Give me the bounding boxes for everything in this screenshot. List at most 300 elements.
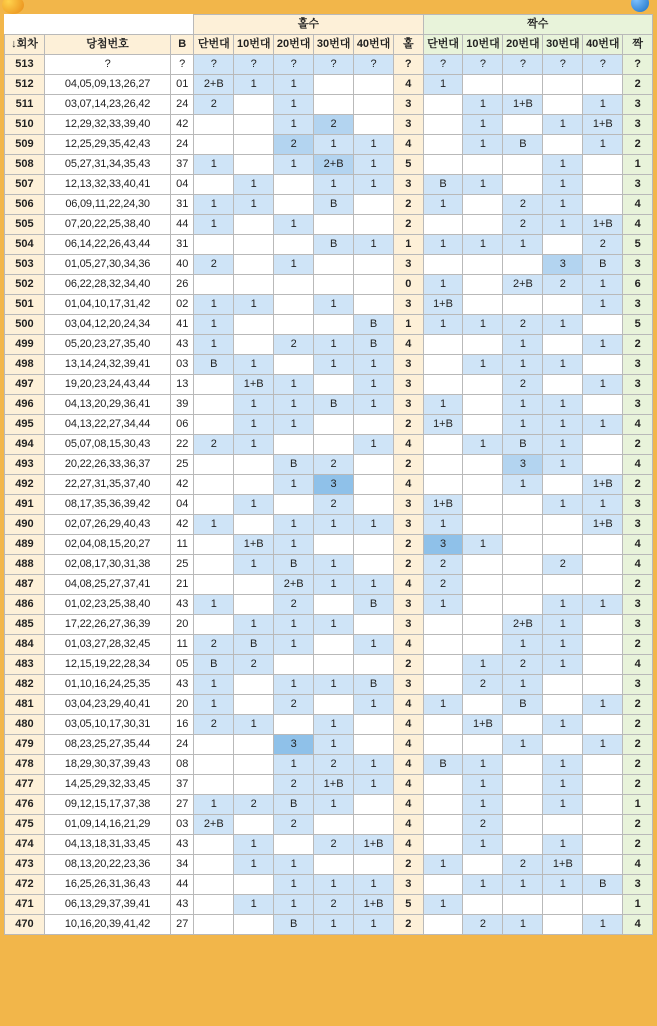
odd-range-cell-0	[194, 455, 234, 475]
even-range-cell-4	[583, 535, 623, 555]
odd-range-cell-4	[354, 715, 394, 735]
odd-range-cell-0	[194, 915, 234, 935]
round-cell[interactable]: 474	[5, 835, 45, 855]
odd-range-cell-4	[354, 215, 394, 235]
odd-range-cell-1	[234, 775, 274, 795]
round-cell[interactable]: 489	[5, 535, 45, 555]
odd-range-cell-0: 1	[194, 675, 234, 695]
odd-range-cell-2: 1	[274, 755, 314, 775]
even-range-cell-2	[503, 835, 543, 855]
table-row[interactable]	[5, 535, 653, 555]
even-range-cell-2: B	[503, 435, 543, 455]
table-row[interactable]	[5, 555, 653, 575]
odd-total-cell: 3	[394, 875, 423, 895]
odd-range-cell-4: B	[354, 675, 394, 695]
even-range-cell-0: B	[423, 755, 463, 775]
round-cell[interactable]: 494	[5, 435, 45, 455]
bonus-cell: 39	[171, 395, 194, 415]
odd-range-cell-4	[354, 535, 394, 555]
even-total-cell: 3	[623, 115, 653, 135]
bonus-cell: 11	[171, 535, 194, 555]
odd-range-cell-0	[194, 475, 234, 495]
even-range-cell-3: 1	[543, 415, 583, 435]
table-row[interactable]	[5, 655, 653, 675]
round-cell[interactable]: 479	[5, 735, 45, 755]
odd-range-cell-1	[234, 475, 274, 495]
table-row[interactable]	[5, 315, 653, 335]
even-range-cell-1	[463, 855, 503, 875]
even-range-cell-4: 1	[583, 295, 623, 315]
odd-total-cell: 4	[394, 815, 423, 835]
winning-numbers-cell: 22,27,31,35,37,40	[44, 475, 170, 495]
even-range-cell-3	[543, 295, 583, 315]
even-range-cell-4: 1	[583, 735, 623, 755]
round-cell[interactable]: 510	[5, 115, 45, 135]
odd-range-cell-1: 1	[234, 415, 274, 435]
col-round[interactable]: ↓회차	[5, 35, 45, 55]
even-total-cell: 3	[623, 175, 653, 195]
even-range-cell-0: 1	[423, 895, 463, 915]
odd-range-cell-2	[274, 175, 314, 195]
even-range-cell-3	[543, 95, 583, 115]
odd-range-cell-1	[234, 815, 274, 835]
odd-range-cell-2: 1	[274, 475, 314, 495]
odd-range-cell-0: B	[194, 355, 234, 375]
round-cell[interactable]: 502	[5, 275, 45, 295]
even-range-cell-1: 1	[463, 795, 503, 815]
odd-total-cell: 2	[394, 415, 423, 435]
round-cell[interactable]: 484	[5, 635, 45, 655]
round-cell[interactable]: 472	[5, 875, 45, 895]
round-cell[interactable]: 482	[5, 675, 45, 695]
round-cell[interactable]: 503	[5, 255, 45, 275]
table-row[interactable]	[5, 775, 653, 795]
even-range-cell-3: 1	[543, 715, 583, 735]
even-range-cell-4	[583, 395, 623, 415]
winning-numbers-cell: 06,14,22,26,43,44	[44, 235, 170, 255]
even-range-cell-2: B	[503, 695, 543, 715]
bonus-cell: 43	[171, 675, 194, 695]
odd-total-cell: 2	[394, 855, 423, 875]
even-range-cell-2	[503, 115, 543, 135]
table-row[interactable]	[5, 855, 653, 875]
odd-range-cell-3: 1	[314, 355, 354, 375]
round-cell[interactable]: 477	[5, 775, 45, 795]
even-range-cell-4: 2	[583, 235, 623, 255]
table-row[interactable]	[5, 715, 653, 735]
table-row[interactable]	[5, 115, 653, 135]
odd-range-cell-2: 2	[274, 595, 314, 615]
even-range-cell-2: 3	[503, 455, 543, 475]
odd-range-cell-3: 1	[314, 795, 354, 815]
table-row[interactable]	[5, 55, 653, 75]
odd-range-cell-3	[314, 315, 354, 335]
odd-range-cell-0	[194, 555, 234, 575]
even-total-cell: 3	[623, 875, 653, 895]
round-cell[interactable]: 475	[5, 815, 45, 835]
bonus-cell: 34	[171, 855, 194, 875]
odd-range-cell-0: 1	[194, 335, 234, 355]
round-cell[interactable]: 495	[5, 415, 45, 435]
table-row[interactable]	[5, 335, 653, 355]
odd-total-cell: 2	[394, 555, 423, 575]
even-range-cell-0: 2	[423, 555, 463, 575]
even-range-cell-4	[583, 855, 623, 875]
info-icon[interactable]	[631, 0, 649, 12]
even-range-cell-0: 1	[423, 515, 463, 535]
table-row[interactable]	[5, 895, 653, 915]
table-row[interactable]	[5, 75, 653, 95]
odd-range-cell-2: 1	[274, 615, 314, 635]
table-row[interactable]	[5, 495, 653, 515]
bonus-cell: 44	[171, 215, 194, 235]
bonus-cell: 22	[171, 435, 194, 455]
odd-range-cell-4: 1	[354, 395, 394, 415]
col-numbers[interactable]: 당첨번호	[44, 35, 170, 55]
bonus-cell: 40	[171, 255, 194, 275]
odd-total-cell: 5	[394, 155, 423, 175]
even-range-cell-4	[583, 355, 623, 375]
bonus-cell: 44	[171, 875, 194, 895]
winning-numbers-cell: 04,08,25,27,37,41	[44, 575, 170, 595]
even-range-cell-3: 2	[543, 555, 583, 575]
even-total-cell: 3	[623, 595, 653, 615]
even-range-cell-0	[423, 655, 463, 675]
odd-range-cell-3: 1	[314, 675, 354, 695]
round-cell[interactable]: 501	[5, 295, 45, 315]
even-range-cell-3: 1	[543, 595, 583, 615]
winning-numbers-cell: 04,13,18,31,33,45	[44, 835, 170, 855]
even-range-cell-3	[543, 815, 583, 835]
even-range-cell-0	[423, 875, 463, 895]
table-row[interactable]	[5, 215, 653, 235]
odd-range-cell-3: ?	[314, 55, 354, 75]
even-range-cell-3: ?	[543, 55, 583, 75]
odd-range-cell-4: ?	[354, 55, 394, 75]
odd-range-cell-1: 2	[234, 655, 274, 675]
winning-numbers-cell: 08,17,35,36,39,42	[44, 495, 170, 515]
even-total-cell: 2	[623, 435, 653, 455]
table-row[interactable]	[5, 875, 653, 895]
col-odd-thirties[interactable]: 30번대	[314, 35, 354, 55]
bonus-cell: 31	[171, 235, 194, 255]
round-cell[interactable]: 497	[5, 375, 45, 395]
odd-range-cell-2: 1	[274, 895, 314, 915]
round-cell[interactable]: 498	[5, 355, 45, 375]
bonus-cell: 04	[171, 495, 194, 515]
round-cell[interactable]: 490	[5, 515, 45, 535]
odd-range-cell-2: B	[274, 915, 314, 935]
table-row[interactable]	[5, 915, 653, 935]
even-range-cell-3	[543, 695, 583, 715]
table-row[interactable]	[5, 275, 653, 295]
round-cell[interactable]: 511	[5, 95, 45, 115]
odd-range-cell-1: 1	[234, 75, 274, 95]
table-row[interactable]	[5, 95, 653, 115]
odd-range-cell-3: B	[314, 195, 354, 215]
odd-total-cell: 3	[394, 115, 423, 135]
odd-range-cell-4	[354, 615, 394, 635]
odd-range-cell-4	[354, 75, 394, 95]
even-range-cell-0	[423, 355, 463, 375]
odd-range-cell-4	[354, 815, 394, 835]
col-odd-forties[interactable]: 40번대	[354, 35, 394, 55]
even-range-cell-4: 1	[583, 695, 623, 715]
even-range-cell-1: 1	[463, 355, 503, 375]
round-cell[interactable]: 487	[5, 575, 45, 595]
round-cell[interactable]: 509	[5, 135, 45, 155]
even-range-cell-2	[503, 515, 543, 535]
table-row[interactable]	[5, 795, 653, 815]
even-range-cell-1: 2	[463, 675, 503, 695]
table-row[interactable]	[5, 135, 653, 155]
even-range-cell-3	[543, 375, 583, 395]
round-cell[interactable]: 488	[5, 555, 45, 575]
winning-numbers-cell: 04,13,20,29,36,41	[44, 395, 170, 415]
bonus-cell: 02	[171, 295, 194, 315]
col-even-tens[interactable]: 10번대	[463, 35, 503, 55]
round-cell[interactable]: 486	[5, 595, 45, 615]
table-row[interactable]	[5, 575, 653, 595]
even-range-cell-2	[503, 175, 543, 195]
odd-total-cell: 3	[394, 375, 423, 395]
odd-range-cell-0	[194, 235, 234, 255]
odd-range-cell-4	[354, 255, 394, 275]
odd-range-cell-3	[314, 595, 354, 615]
round-cell[interactable]: 470	[5, 915, 45, 935]
odd-range-cell-4: 1	[354, 875, 394, 895]
round-cell[interactable]: 499	[5, 335, 45, 355]
round-cell[interactable]: 513	[5, 55, 45, 75]
top-bar	[0, 0, 657, 14]
even-range-cell-4	[583, 155, 623, 175]
bonus-cell: 37	[171, 155, 194, 175]
table-row[interactable]	[5, 515, 653, 535]
round-cell[interactable]: 504	[5, 235, 45, 255]
even-range-cell-4	[583, 455, 623, 475]
table-row[interactable]	[5, 295, 653, 315]
odd-total-cell: 1	[394, 235, 423, 255]
even-total-cell: 3	[623, 375, 653, 395]
round-cell[interactable]: 483	[5, 655, 45, 675]
odd-total-cell: 3	[394, 675, 423, 695]
odd-range-cell-2: 1	[274, 155, 314, 175]
odd-range-cell-0	[194, 115, 234, 135]
even-range-cell-2	[503, 575, 543, 595]
round-cell[interactable]: 473	[5, 855, 45, 875]
odd-range-cell-3	[314, 815, 354, 835]
odd-range-cell-0	[194, 735, 234, 755]
odd-range-cell-4: 1	[354, 515, 394, 535]
odd-range-cell-0: 1	[194, 515, 234, 535]
table-row[interactable]	[5, 475, 653, 495]
odd-range-cell-0	[194, 395, 234, 415]
winning-numbers-cell: 01,09,14,16,21,29	[44, 815, 170, 835]
even-range-cell-0: 1	[423, 855, 463, 875]
table-row[interactable]	[5, 635, 653, 655]
table-row[interactable]	[5, 675, 653, 695]
round-cell[interactable]: 492	[5, 475, 45, 495]
table-row[interactable]	[5, 255, 653, 275]
table-body	[5, 55, 653, 935]
round-cell[interactable]: 478	[5, 755, 45, 775]
col-even-ones[interactable]: 단번대	[423, 35, 463, 55]
col-odd-twenties[interactable]: 20번대	[274, 35, 314, 55]
even-range-cell-3: 1	[543, 355, 583, 375]
odd-range-cell-2: 1	[274, 115, 314, 135]
table-row[interactable]	[5, 755, 653, 775]
even-range-cell-1: 1	[463, 775, 503, 795]
odd-total-cell: 4	[394, 635, 423, 655]
table-row[interactable]	[5, 435, 653, 455]
spacer-bonus	[171, 15, 194, 35]
col-even-twenties[interactable]: 20번대	[503, 35, 543, 55]
even-total-cell: 3	[623, 295, 653, 315]
even-range-cell-1: 1	[463, 875, 503, 895]
odd-range-cell-2: 1	[274, 855, 314, 875]
bonus-cell: 13	[171, 375, 194, 395]
odd-range-cell-1: 1+B	[234, 375, 274, 395]
col-odd-total[interactable]: 홀	[394, 35, 423, 55]
bonus-cell: 06	[171, 415, 194, 435]
even-range-cell-0	[423, 795, 463, 815]
table-row[interactable]	[5, 375, 653, 395]
even-range-cell-3	[543, 535, 583, 555]
col-bonus[interactable]: B	[171, 35, 194, 55]
even-range-cell-2: 2+B	[503, 615, 543, 635]
even-range-cell-0: 3	[423, 535, 463, 555]
round-cell[interactable]: 512	[5, 75, 45, 95]
even-range-cell-0: B	[423, 175, 463, 195]
table-row[interactable]	[5, 455, 653, 475]
odd-range-cell-4: 1+B	[354, 895, 394, 915]
odd-total-cell: 3	[394, 595, 423, 615]
round-cell[interactable]: 480	[5, 715, 45, 735]
odd-range-cell-4: 1	[354, 575, 394, 595]
odd-range-cell-0	[194, 575, 234, 595]
even-total-cell: 5	[623, 315, 653, 335]
round-cell[interactable]: 493	[5, 455, 45, 475]
even-range-cell-2	[503, 555, 543, 575]
table-row[interactable]	[5, 595, 653, 615]
round-cell[interactable]: 491	[5, 495, 45, 515]
round-cell[interactable]: 508	[5, 155, 45, 175]
odd-range-cell-4: 1	[354, 355, 394, 375]
even-total-cell: 2	[623, 815, 653, 835]
odd-range-cell-4: 1	[354, 435, 394, 455]
even-total-cell: 3	[623, 615, 653, 635]
table-row[interactable]	[5, 195, 653, 215]
table-header	[5, 15, 653, 55]
even-range-cell-2	[503, 295, 543, 315]
odd-range-cell-1	[234, 575, 274, 595]
odd-range-cell-0	[194, 855, 234, 875]
even-range-cell-1: 1+B	[463, 715, 503, 735]
col-even-forties[interactable]: 40번대	[583, 35, 623, 55]
table-row[interactable]	[5, 695, 653, 715]
col-even-thirties[interactable]: 30번대	[543, 35, 583, 55]
odd-range-cell-2	[274, 355, 314, 375]
round-cell[interactable]: 507	[5, 175, 45, 195]
bonus-cell: 25	[171, 455, 194, 475]
round-cell[interactable]: 471	[5, 895, 45, 915]
odd-total-cell: 4	[394, 755, 423, 775]
odd-range-cell-4: 1	[354, 775, 394, 795]
table-row[interactable]	[5, 815, 653, 835]
even-range-cell-2: 1	[503, 735, 543, 755]
even-range-cell-0	[423, 915, 463, 935]
odd-range-cell-2: 1	[274, 395, 314, 415]
round-cell[interactable]: 506	[5, 195, 45, 215]
even-range-cell-1	[463, 155, 503, 175]
odd-range-cell-1	[234, 315, 274, 335]
odd-range-cell-3	[314, 635, 354, 655]
even-range-cell-4: 1	[583, 495, 623, 515]
even-total-cell: 2	[623, 775, 653, 795]
table-row[interactable]	[5, 395, 653, 415]
even-range-cell-0: 2	[423, 575, 463, 595]
winning-numbers-cell: 02,07,26,29,40,43	[44, 515, 170, 535]
even-total-cell: 4	[623, 555, 653, 575]
even-range-cell-0	[423, 435, 463, 455]
odd-range-cell-2: 2	[274, 135, 314, 155]
odd-range-cell-2: 1	[274, 635, 314, 655]
round-cell[interactable]: 496	[5, 395, 45, 415]
odd-range-cell-1: 1	[234, 555, 274, 575]
round-cell[interactable]: 485	[5, 615, 45, 635]
table-row[interactable]	[5, 355, 653, 375]
even-range-cell-4	[583, 635, 623, 655]
table-row[interactable]	[5, 235, 653, 255]
odd-range-cell-1	[234, 135, 274, 155]
col-even-total[interactable]: 짝	[623, 35, 653, 55]
bonus-cell: ?	[171, 55, 194, 75]
even-total-cell: 1	[623, 155, 653, 175]
even-range-cell-4: 1+B	[583, 115, 623, 135]
col-odd-ones[interactable]: 단번대	[194, 35, 234, 55]
odd-range-cell-0	[194, 615, 234, 635]
winning-numbers-cell: 01,03,27,28,32,45	[44, 635, 170, 655]
col-odd-tens[interactable]: 10번대	[234, 35, 274, 55]
round-cell[interactable]: 476	[5, 795, 45, 815]
table-row[interactable]	[5, 415, 653, 435]
even-range-cell-2: 1	[503, 335, 543, 355]
odd-total-cell: 4	[394, 775, 423, 795]
even-range-cell-0	[423, 375, 463, 395]
odd-range-cell-3: 1	[314, 135, 354, 155]
round-cell[interactable]: 500	[5, 315, 45, 335]
odd-range-cell-0: B	[194, 655, 234, 675]
winning-numbers-cell: 12,13,32,33,40,41	[44, 175, 170, 195]
round-cell[interactable]: 505	[5, 215, 45, 235]
bonus-cell: 43	[171, 595, 194, 615]
odd-range-cell-1	[234, 115, 274, 135]
odd-range-cell-0	[194, 175, 234, 195]
even-range-cell-3: 1	[543, 175, 583, 195]
table-row[interactable]	[5, 615, 653, 635]
table-row[interactable]	[5, 175, 653, 195]
table-row[interactable]	[5, 835, 653, 855]
odd-range-cell-4	[354, 655, 394, 675]
table-row[interactable]	[5, 735, 653, 755]
round-cell[interactable]: 481	[5, 695, 45, 715]
even-range-cell-3	[543, 575, 583, 595]
winning-numbers-cell: 13,14,24,32,39,41	[44, 355, 170, 375]
odd-range-cell-1: 1	[234, 615, 274, 635]
table-row[interactable]	[5, 155, 653, 175]
bonus-cell: 43	[171, 895, 194, 915]
winning-numbers-cell: 14,25,29,32,33,45	[44, 775, 170, 795]
